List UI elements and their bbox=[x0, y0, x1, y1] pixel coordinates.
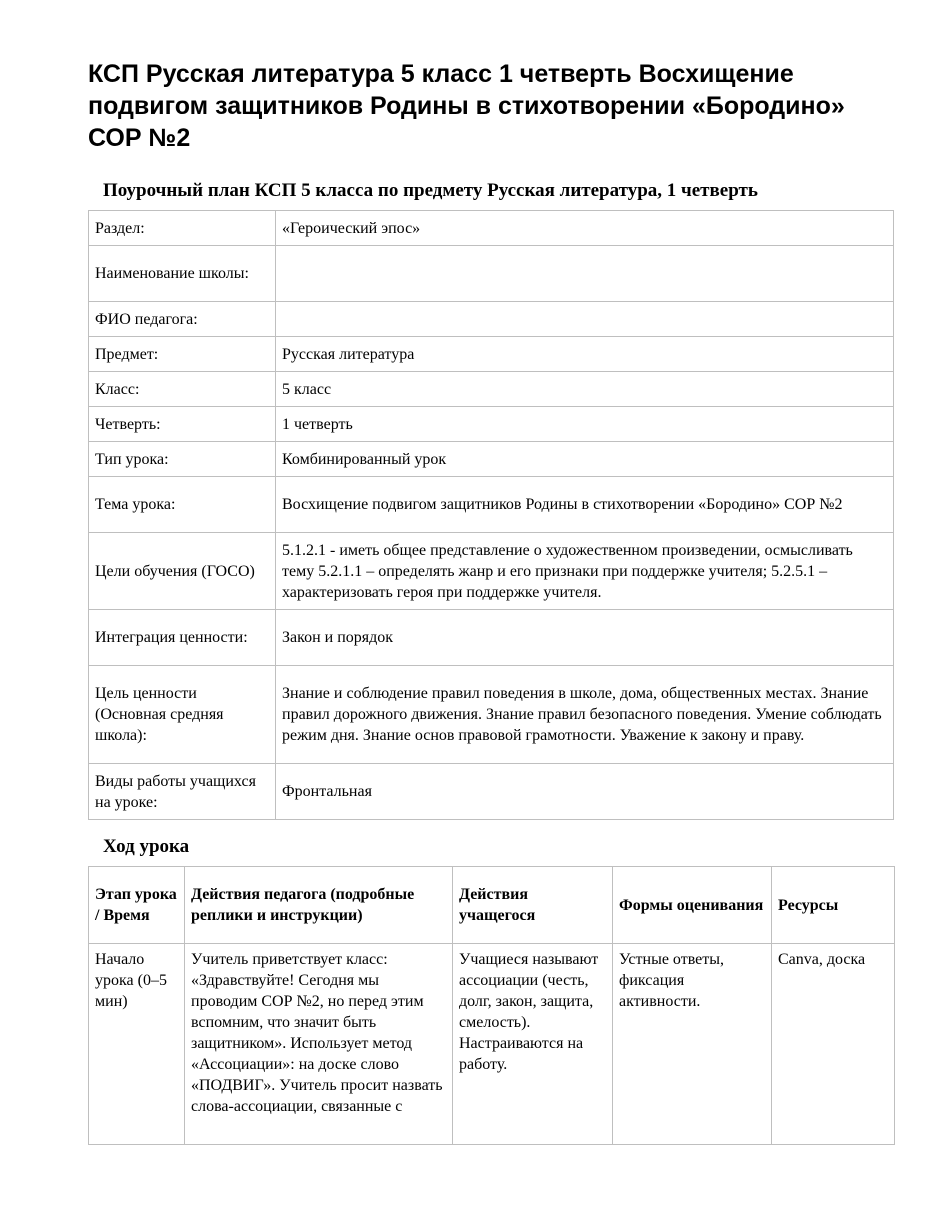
lesson-progress-heading: Ход урока bbox=[103, 836, 190, 857]
row-label-subject: Предмет: bbox=[89, 337, 276, 372]
row-value-value-integration: Закон и порядок bbox=[276, 610, 894, 666]
page-title: КСП Русская литература 5 класс 1 четверть Восхищение подвигом защитников Родины в стихотворении «Бородино» СОР №2 bbox=[88, 60, 845, 152]
row-value-section: «Героический эпос» bbox=[276, 211, 894, 246]
row-label-value-goal: Цель ценности (Основная средняя школа): bbox=[89, 666, 276, 764]
table-row bbox=[89, 302, 894, 337]
column-header-resources: Ресурсы bbox=[772, 867, 895, 944]
table-row bbox=[89, 666, 894, 764]
row-value-value-goal: Знание и соблюдение правил поведения в школе, дома, общественных местах. Знание правил дорожного движения. Знание правил безопасного поведения. Умение соблюдать режим дня. Знание основ правовой грамотности. Уважение к закону и праву. bbox=[276, 666, 894, 764]
table-row bbox=[89, 764, 894, 820]
row-value-quarter: 1 четверть bbox=[276, 407, 894, 442]
row-value-grade: 5 класс bbox=[276, 372, 894, 407]
table-row bbox=[89, 246, 894, 302]
row-value-work-types: Фронтальная bbox=[276, 764, 894, 820]
row-label-work-types: Виды работы учащихся на уроке: bbox=[89, 764, 276, 820]
table-row bbox=[89, 372, 894, 407]
row-label-topic: Тема урока: bbox=[89, 477, 276, 533]
cell-teacher-actions: Учитель приветствует класс: «Здравствуйте! Сегодня мы проводим СОР №2, но перед этим вспомним, что значит быть защитником». Использует метод «Ассоциации»: на доске слово «ПОДВИГ». Учитель просит назвать слова-ассоциации, связанные с bbox=[185, 944, 453, 1145]
row-label-value-integration: Интеграция ценности: bbox=[89, 610, 276, 666]
table-row bbox=[89, 407, 894, 442]
row-value-subject: Русская литература bbox=[276, 337, 894, 372]
column-header-assessment: Формы оценивания bbox=[613, 867, 772, 944]
table-row bbox=[89, 610, 894, 666]
column-header-student-actions: Действия учащегося bbox=[453, 867, 613, 944]
table-row bbox=[89, 442, 894, 477]
lesson-info-table bbox=[88, 210, 894, 820]
row-label-lesson-type: Тип урока: bbox=[89, 442, 276, 477]
row-value-lesson-type: Комбинированный урок bbox=[276, 442, 894, 477]
column-header-stage: Этап урока / Время bbox=[89, 867, 185, 944]
table-header-row bbox=[89, 867, 895, 944]
row-label-section: Раздел: bbox=[89, 211, 276, 246]
plan-heading: Поурочный план КСП 5 класса по предмету Русская литература, 1 четверть bbox=[103, 180, 758, 201]
cell-stage: Начало урока (0–5 мин) bbox=[89, 944, 185, 1145]
row-label-school: Наименование школы: bbox=[89, 246, 276, 302]
row-value-school bbox=[276, 246, 894, 302]
row-value-objectives: 5.1.2.1 - иметь общее представление о художественном произведении, осмысливать тему 5.2.1.1 – определять жанр и его признаки при поддержке учителя; 5.2.5.1 – характеризовать героя при поддержке учителя. bbox=[276, 533, 894, 610]
column-header-teacher-actions: Действия педагога (подробные реплики и инструкции) bbox=[185, 867, 453, 944]
cell-resources: Canva, доска bbox=[772, 944, 895, 1145]
row-label-objectives: Цели обучения (ГОСО) bbox=[89, 533, 276, 610]
table-row bbox=[89, 533, 894, 610]
table-row bbox=[89, 477, 894, 533]
lesson-progress-table bbox=[88, 866, 895, 1145]
row-label-grade: Класс: bbox=[89, 372, 276, 407]
cell-student-actions: Учащиеся называют ассоциации (честь, долг, закон, защита, смелость). Настраиваются на работу. bbox=[453, 944, 613, 1145]
table-row bbox=[89, 944, 895, 1145]
row-label-quarter: Четверть: bbox=[89, 407, 276, 442]
row-value-topic: Восхищение подвигом защитников Родины в стихотворении «Бородино» СОР №2 bbox=[276, 477, 894, 533]
table-row bbox=[89, 211, 894, 246]
cell-assessment: Устные ответы, фиксация активности. bbox=[613, 944, 772, 1145]
row-value-teacher bbox=[276, 302, 894, 337]
row-label-teacher: ФИО педагога: bbox=[89, 302, 276, 337]
table-row bbox=[89, 337, 894, 372]
